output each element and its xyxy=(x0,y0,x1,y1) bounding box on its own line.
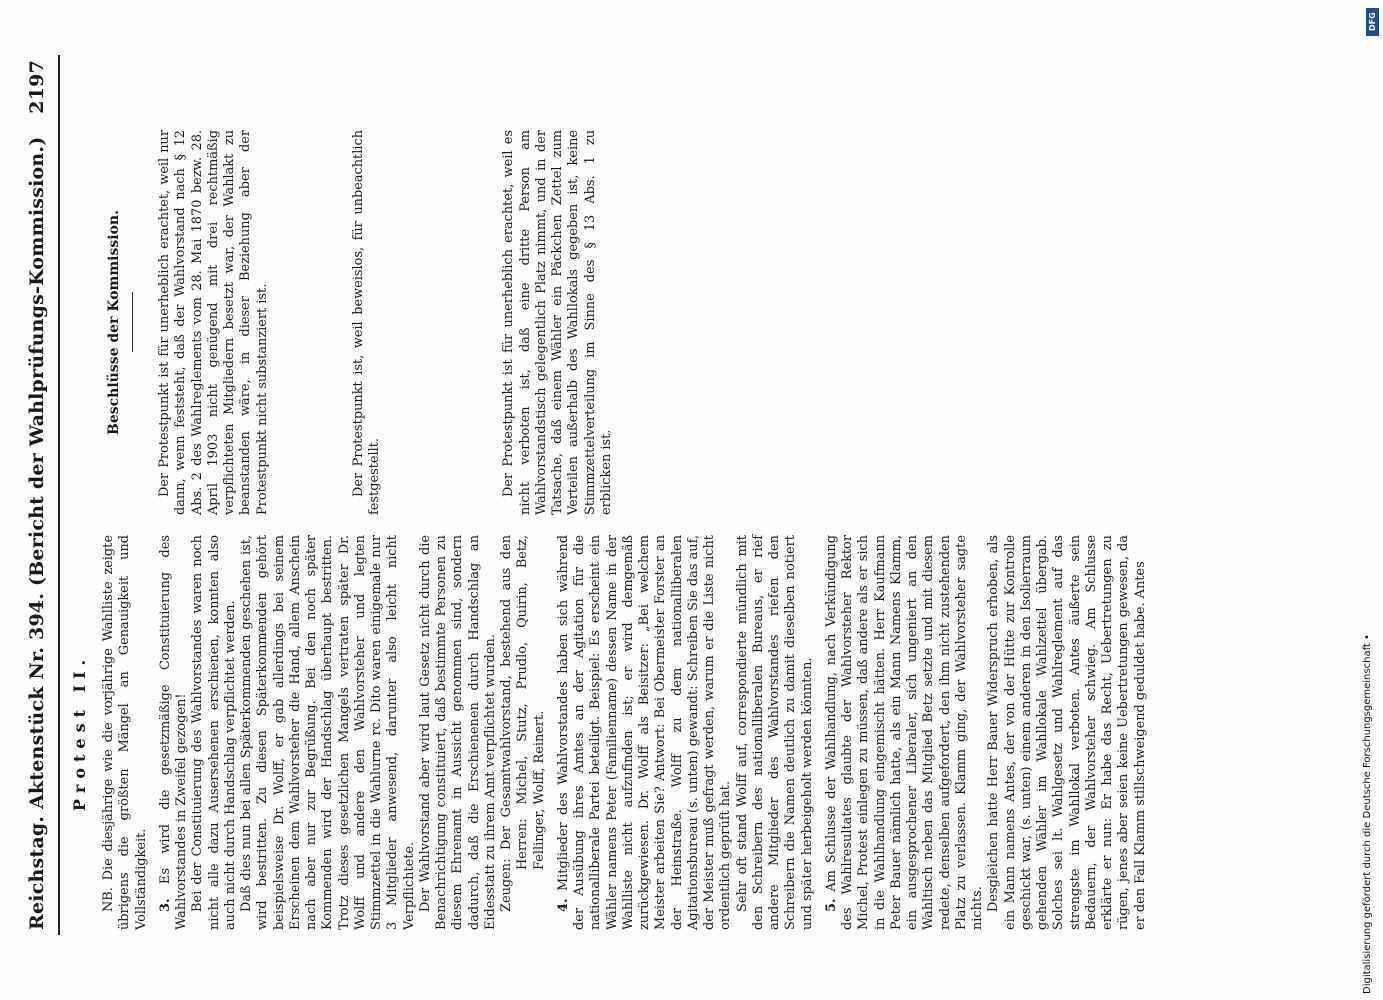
point-3-paragraph-d: Der Wahlvorstand aber wird laut Gesetz nicht durch die Benachrichtigung constituiert, daß bestimmte Personen zu diesem Ehrenamt in Aussicht genommen sind, sondern dadurch, daß die Erschienenen durch Handschlag an Eidesstatt zu ihrem Amt verpflichtet wurden. xyxy=(417,535,498,930)
point-4-number: 4. xyxy=(555,898,571,912)
protest-heading: Protest II. xyxy=(70,653,89,812)
page-number: 2197 xyxy=(26,60,48,114)
header-rule xyxy=(58,55,60,935)
left-column xyxy=(70,535,1149,930)
point-3-intro xyxy=(158,535,191,930)
right-column xyxy=(70,130,615,515)
decision-point-5: Der Protestpunkt ist für unerheblich erachtet, weil es nicht verboten ist, daß eine dritte Person am Wahlvorstandstisch gelegentlich Platz nimmt, und in der Tatsache, daß einem Wähler ein Päckchen Zettel zum Verteilen außerhalb des Wahllokals gegeben ist, keine Stimmzettelverteilung im Sinne des § 13 Abs. 1 zu erblicken ist. xyxy=(501,130,614,515)
decision-point-4: Der Protestpunkt ist, weil beweislos, für unbeachtlich festgestellt. xyxy=(350,130,382,515)
nb-paragraph: NB. Die diesjährige wie die vorjährige Wahlliste zeigte übrigens die größten Mängel an Genauigkeit und Vollständigkeit. xyxy=(101,535,149,930)
point-5-number: 5. xyxy=(823,898,839,912)
point-4-paragraph-b: Sehr oft stand Wolff auf, correspondierte mündlich mit den Schreibern des nationalliberalen Bureaus, er rief andere Mitglieder des Wahlvorstandes riefen den Schreibern die Namen deutlich zu damit dieselben notiert und später herbeigeholt werden könnten. xyxy=(734,535,815,930)
witnesses: Zeugen: Der Gesamtwahlvorstand, bestehend aus den Herren: Michel, Stutz, Prudlo, Quirin, Betz, Fellinger, Wolff, Reinert. xyxy=(499,535,547,912)
document-page xyxy=(10,60,1370,990)
point-4-text: Mitglieder des Wahlvorstandes haben sich während der Ausübung ihres Amtes an der Agitation für die nationalliberale Partei beteiligt. Beispiel: Es erscheint ein Wähler namens Peter (Familienname) dessen Name in der Wahlliste nicht aufzufinden ist; er wird demgemäß zurückgewiesen. Dr. Wolff als Beisitzer: „Bei welchem Meister arbeiten Sie? Antwort: Bei Obermeister Forster an der Heinstraße. Wolff zu dem nationalliberalen Agitationsbureau (s. unten) gewandt: Schreiben Sie das auf, der Meister muß gefragt werden, warum er die Liste nicht ordentlich geprüft hat. xyxy=(555,535,734,930)
point-4-paragraph xyxy=(556,535,735,930)
point-3-number: 3. xyxy=(157,898,173,912)
heading-rule xyxy=(132,293,133,353)
running-head-title: Reichstag. Aktenstück Nr. 394. (Bericht der Wahlprüfungs-Kommission.) xyxy=(26,136,48,930)
decisions-heading: Beschlüsse der Kommission. xyxy=(106,210,122,435)
point-5-paragraph xyxy=(824,535,987,930)
running-head xyxy=(26,60,48,930)
point-5-paragraph-b: Desgleichen hatte Herr Bauer Widerspruch erhoben, als ein Mann namens Antes, der von der Hütte zur Kontrolle geschickt war, (s. unten) einem anderen in den Isolierraum gehenden Wähler im Wahllokale Wahlzettel übergab. Solches sei lt. Wahlgesetz und Wahlreglement auf das strengste im Wahllokal verboten. Antes äußerte sein Bedauern, der Wahlvorsteher schwieg. Am Schlusse erklärte er nun: Er habe das Recht, Uebertretungen zu rügen, jenes aber seien keine Uebertretungen gewesen, da er den Fall Klamm stillschweigend geduldet habe. Antes xyxy=(986,535,1148,930)
point-5-text: Am Schlusse der Wahlhandlung, nach Verkündigung des Wahlresultates glaubte der Wahlvorsteher Rektor Michel, Protest einlegen zu müssen, daß andere als er sich in die Wahlhandlung eingemischt hätten. Herr Kaufmann Peter Bauer nämlich hatte, als ein Mann Namens Klamm, ein ausgesprochener Liberaler, sich ungeniert an den Wahltisch neben das Mitglied Betz setzte und mit diesem redete, denselben aufgefordert, den ihm nicht zustehenden Platz zu verlassen. Klamm ging, der Wahlvorsteher sagte nichts. xyxy=(823,535,985,930)
digitization-credit: Digitalisierung gefördert durch die Deutsche Forschungsgemeinschaft • xyxy=(1362,634,1373,994)
point-3-paragraph-b: Bei der Constituierung des Wahlvorstandes waren noch nicht alle dazu Ausersehenen erschienen, konnten also auch nicht durch Handschlag verpflichtet werden. xyxy=(190,535,238,930)
dfg-logo: DFG xyxy=(1366,8,1379,36)
point-3-paragraph-c: Daß dies nun bei allen Späterkommenden geschehen ist, wird bestritten. Zu diesen Späterkommenden gehört beispielsweise Dr. Wolff, er gab allerdings bei seinem Erscheinen dem Wahlvorsteher die Hand, allem Anschein nach aber nur zur Begrüßung. Bei den noch später Kommenden wird der Handschlag überhaupt bestritten. Trotz dieses gesetzlichen Mangels vertraten später Dr. Wolff und andere den Wahlvorsteher und legten Stimmzettel in die Wahlurne rc. Dito waren einigemale nur 3 Mitglieder anwesend, darunter also leicht nicht Verpflichtete. xyxy=(239,535,417,930)
decision-point-3: Der Protestpunkt ist für unerheblich erachtet, weil nur dann, wenn feststeht, daß der Wahlvorstand nach § 12 Abs. 2 des Wahlreglements vom 28. Mai 1870 bezw. 28. April 1903 nicht genügend mit drei rechtmäßig verpflichteten Mitgliedern besetzt war, der Wahlakt zu beanstanden wäre, in dieser Beziehung aber der Protestpunkt nicht substanziert ist. xyxy=(157,130,270,515)
point-3-text: Es wird die gesetzmäßige Constituierung des Wahlvorstandes in Zweifel gezogen! xyxy=(157,535,189,930)
